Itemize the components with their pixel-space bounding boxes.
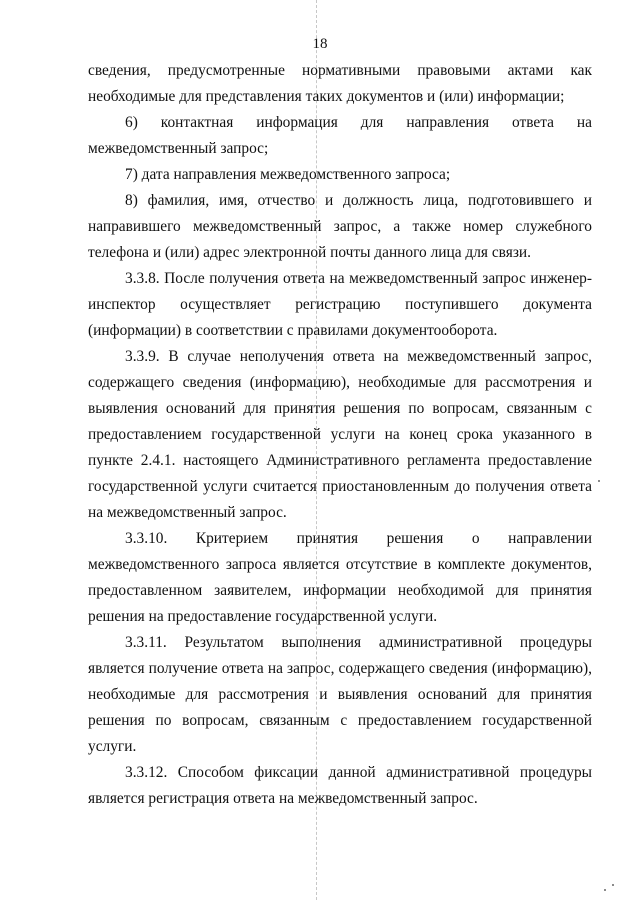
page-number: 18 <box>312 36 328 52</box>
paragraph-3-3-10: 3.3.10. Критерием принятия решения о направлении межведомственного запроса является отсутствие в комплекте документов, предоставленном заявителем, информации необходимой для принятия решения на предоставление государственной услуги. <box>88 530 592 625</box>
paragraph-item-6: 6) контактная информация для направления ответа на межведомственный запрос; <box>88 114 592 157</box>
paragraph-3-3-8: 3.3.8. После получения ответа на межведомственный запрос инженер-инспектор осуществляет регистрацию поступившего документа (информации) в соответствии с правилами документооборота. <box>88 270 592 339</box>
paragraph-item-8: 8) фамилия, имя, отчество и должность лица, подготовившего и направившего межведомственный запрос, а также номер служебного телефона и (или) адрес электронной почты данного лица для связи. <box>88 192 592 261</box>
paragraph-item-7: 7) дата направления межведомственного запроса; <box>125 166 451 183</box>
paragraph-3-3-12: 3.3.12. Способом фиксации данной административной процедуры является регистрация ответа на межведомственный запрос. <box>88 764 592 807</box>
paragraph-continuation: сведения, предусмотренные нормативными правовыми актами как необходимые для представления таких документов и (или) информации; <box>88 62 592 105</box>
scan-speck <box>598 480 600 482</box>
paragraph-3-3-9: 3.3.9. В случае неполучения ответа на межведомственный запрос, содержащего сведения (информацию), необходимые для рассмотрения и выявления оснований для принятия решения по вопросам, связанным с предоставлением государственной услуги на конец срока указанного в пункте 2.4.1. настоящего Административного регламента предоставление государственной услуги считается приостановленным до получения ответа на межведомственный запрос. <box>88 348 592 521</box>
document-body <box>88 58 592 812</box>
paragraph-3-3-11: 3.3.11. Результатом выполнения административной процедуры является получение ответа на запрос, содержащего сведения (информацию), необходимые для рассмотрения и выявления оснований для принятия решения по вопросам, связанным с предоставлением государственной услуги. <box>88 634 592 755</box>
scan-speck <box>612 884 614 886</box>
scan-speck <box>604 889 606 891</box>
